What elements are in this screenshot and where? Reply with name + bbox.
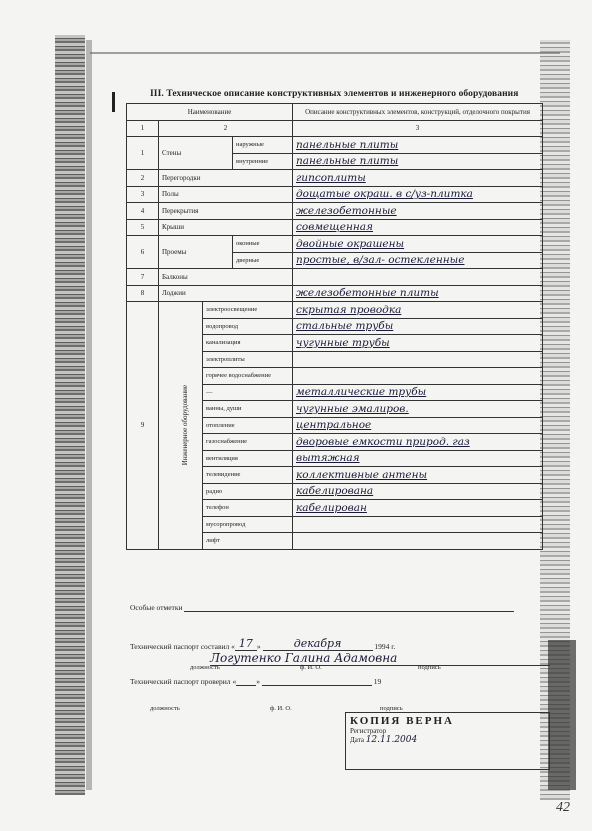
compiled-year: 1994 г. (374, 642, 396, 651)
stamp-registrar: Регистратор (350, 727, 387, 735)
row-number: 8 (127, 285, 159, 302)
row-number: 7 (127, 269, 159, 286)
equipment-item-value: коллективные антены (296, 468, 428, 481)
scan-edge-left (55, 35, 85, 795)
walls-external-value: панельные плиты (296, 138, 399, 151)
document-title: III. Техническое описание конструктивных элементов и инженерного оборудования (150, 89, 519, 99)
equipment-item-label: горячее водоснабжение (203, 368, 293, 385)
equipment-item-value: чугунные эмалиров. (296, 402, 409, 415)
equipment-item-label: телевидение (203, 467, 293, 484)
walls-external-label: наружные (233, 137, 293, 154)
special-notes-label: Особые отметки (130, 603, 183, 612)
compiler-name-line (210, 651, 550, 666)
row-label-walls: Стены (159, 137, 233, 170)
special-notes (130, 603, 514, 612)
signature-caption: подпись (418, 664, 441, 671)
equipment-item-label: электроплиты (203, 351, 293, 368)
equipment-item-value: дворовые емкости природ. газ (296, 435, 470, 448)
loggias-value: железобетонные плиты (296, 287, 439, 300)
checked-label: Технический паспорт проверил (130, 677, 231, 686)
equipment-item-value: чугунные трубы (296, 336, 390, 349)
equipment-item-value: кабелирован (296, 501, 367, 514)
compiler-name: Логутенко Галина Адамовна (210, 651, 550, 666)
stamp-title: КОПИЯ ВЕРНА (350, 715, 454, 727)
position-caption: должность (190, 664, 220, 671)
equipment-item-label: телефон (203, 500, 293, 517)
checked-month (262, 685, 372, 686)
stamp-date: 12.11.2004 (365, 735, 418, 745)
fio-caption-2: ф. И. О. (270, 705, 292, 712)
equipment-item-label: водопровод (203, 318, 293, 335)
equipment-item-value: стальные трубы (296, 320, 394, 333)
partitions-value: гипсоплиты (296, 171, 366, 184)
compiled-day: 17 (235, 637, 257, 651)
header-col-1: 1 (127, 120, 159, 137)
row-label-openings: Проемы (159, 236, 233, 269)
page-number: 42 (556, 800, 570, 815)
equipment-item-label: канализация (203, 335, 293, 352)
header-col-2: 2 (159, 120, 293, 137)
row-number: 9 (127, 302, 159, 550)
compiled-label: Технический паспорт составил (130, 642, 230, 651)
roof-value: совмещенная (296, 221, 374, 234)
openings-window-label: оконные (233, 236, 293, 253)
row-number: 2 (127, 170, 159, 187)
equipment-item-value: центральное (296, 419, 372, 432)
certified-copy-stamp (345, 712, 550, 770)
openings-window-value: двойные окрашены (296, 237, 405, 250)
equipment-item-label: газоснабжение (203, 434, 293, 451)
signature-caption-2: подпись (380, 705, 403, 712)
row-label-floors: Полы (159, 186, 293, 203)
equipment-item-value: металлические трубы (296, 386, 427, 399)
scan-edge-right-shadow (548, 640, 576, 790)
row-number: 5 (127, 219, 159, 236)
special-notes-line (184, 611, 514, 612)
equipment-item-label: — (203, 384, 293, 401)
floors-value: дощатые окраш. в с/уз-плитка (296, 188, 473, 201)
compiled-line: Технический паспорт составил « 17 » декабря 1994 г. (130, 637, 396, 651)
checked-year: 19 (373, 677, 382, 686)
equipment-item-label: электроосвещение (203, 302, 293, 319)
row-number: 3 (127, 186, 159, 203)
row-label-balconies: Балконы (159, 269, 293, 286)
header-name: Наименование (127, 104, 293, 121)
row-label-overlaps: Перекрытия (159, 203, 293, 220)
fio-caption: ф. И. О. (300, 664, 322, 671)
walls-internal-label: внутренние (233, 153, 293, 170)
technical-description-table (126, 103, 543, 550)
walls-internal-value: панельные плиты (296, 155, 399, 168)
equipment-item-value: скрытая проводка (296, 303, 402, 316)
row-number: 1 (127, 137, 159, 170)
overlaps-value: железобетонные (296, 204, 397, 217)
row-number: 4 (127, 203, 159, 220)
equipment-item-label: мусоропровод (203, 516, 293, 533)
equipment-item-label: ванны, души (203, 401, 293, 418)
position-caption-2: должность (150, 705, 180, 712)
stamp-date-label: Дата (350, 736, 364, 744)
checked-day (236, 685, 256, 686)
row-label-loggias: Лоджии (159, 285, 293, 302)
row-label-roof: Крыши (159, 219, 293, 236)
scan-top-line (90, 52, 560, 54)
equipment-item-label: вентиляция (203, 450, 293, 467)
row-number: 6 (127, 236, 159, 269)
scan-edge-left-shadow (86, 40, 92, 790)
equipment-item-value: кабелирована (296, 485, 374, 498)
equipment-item-label: отопление (203, 417, 293, 434)
equipment-item-value: вытяжная (296, 452, 360, 465)
equipment-group-label: Инженерное оборудование (180, 385, 189, 466)
equipment-item-label: радио (203, 483, 293, 500)
header-col-3: 3 (293, 120, 543, 137)
openings-door-value: простые, в/зал- остекленные (296, 254, 465, 267)
equipment-item-label: лифт (203, 533, 293, 550)
header-description: Описание конструктивных элементов, конструкций, отделочного покрытия (293, 104, 543, 121)
row-label-partitions: Перегородки (159, 170, 293, 187)
compiled-month: декабря (263, 637, 373, 651)
checked-line: Технический паспорт проверил « » 19 (130, 677, 382, 686)
openings-door-label: дверные (233, 252, 293, 269)
margin-mark (112, 92, 115, 112)
